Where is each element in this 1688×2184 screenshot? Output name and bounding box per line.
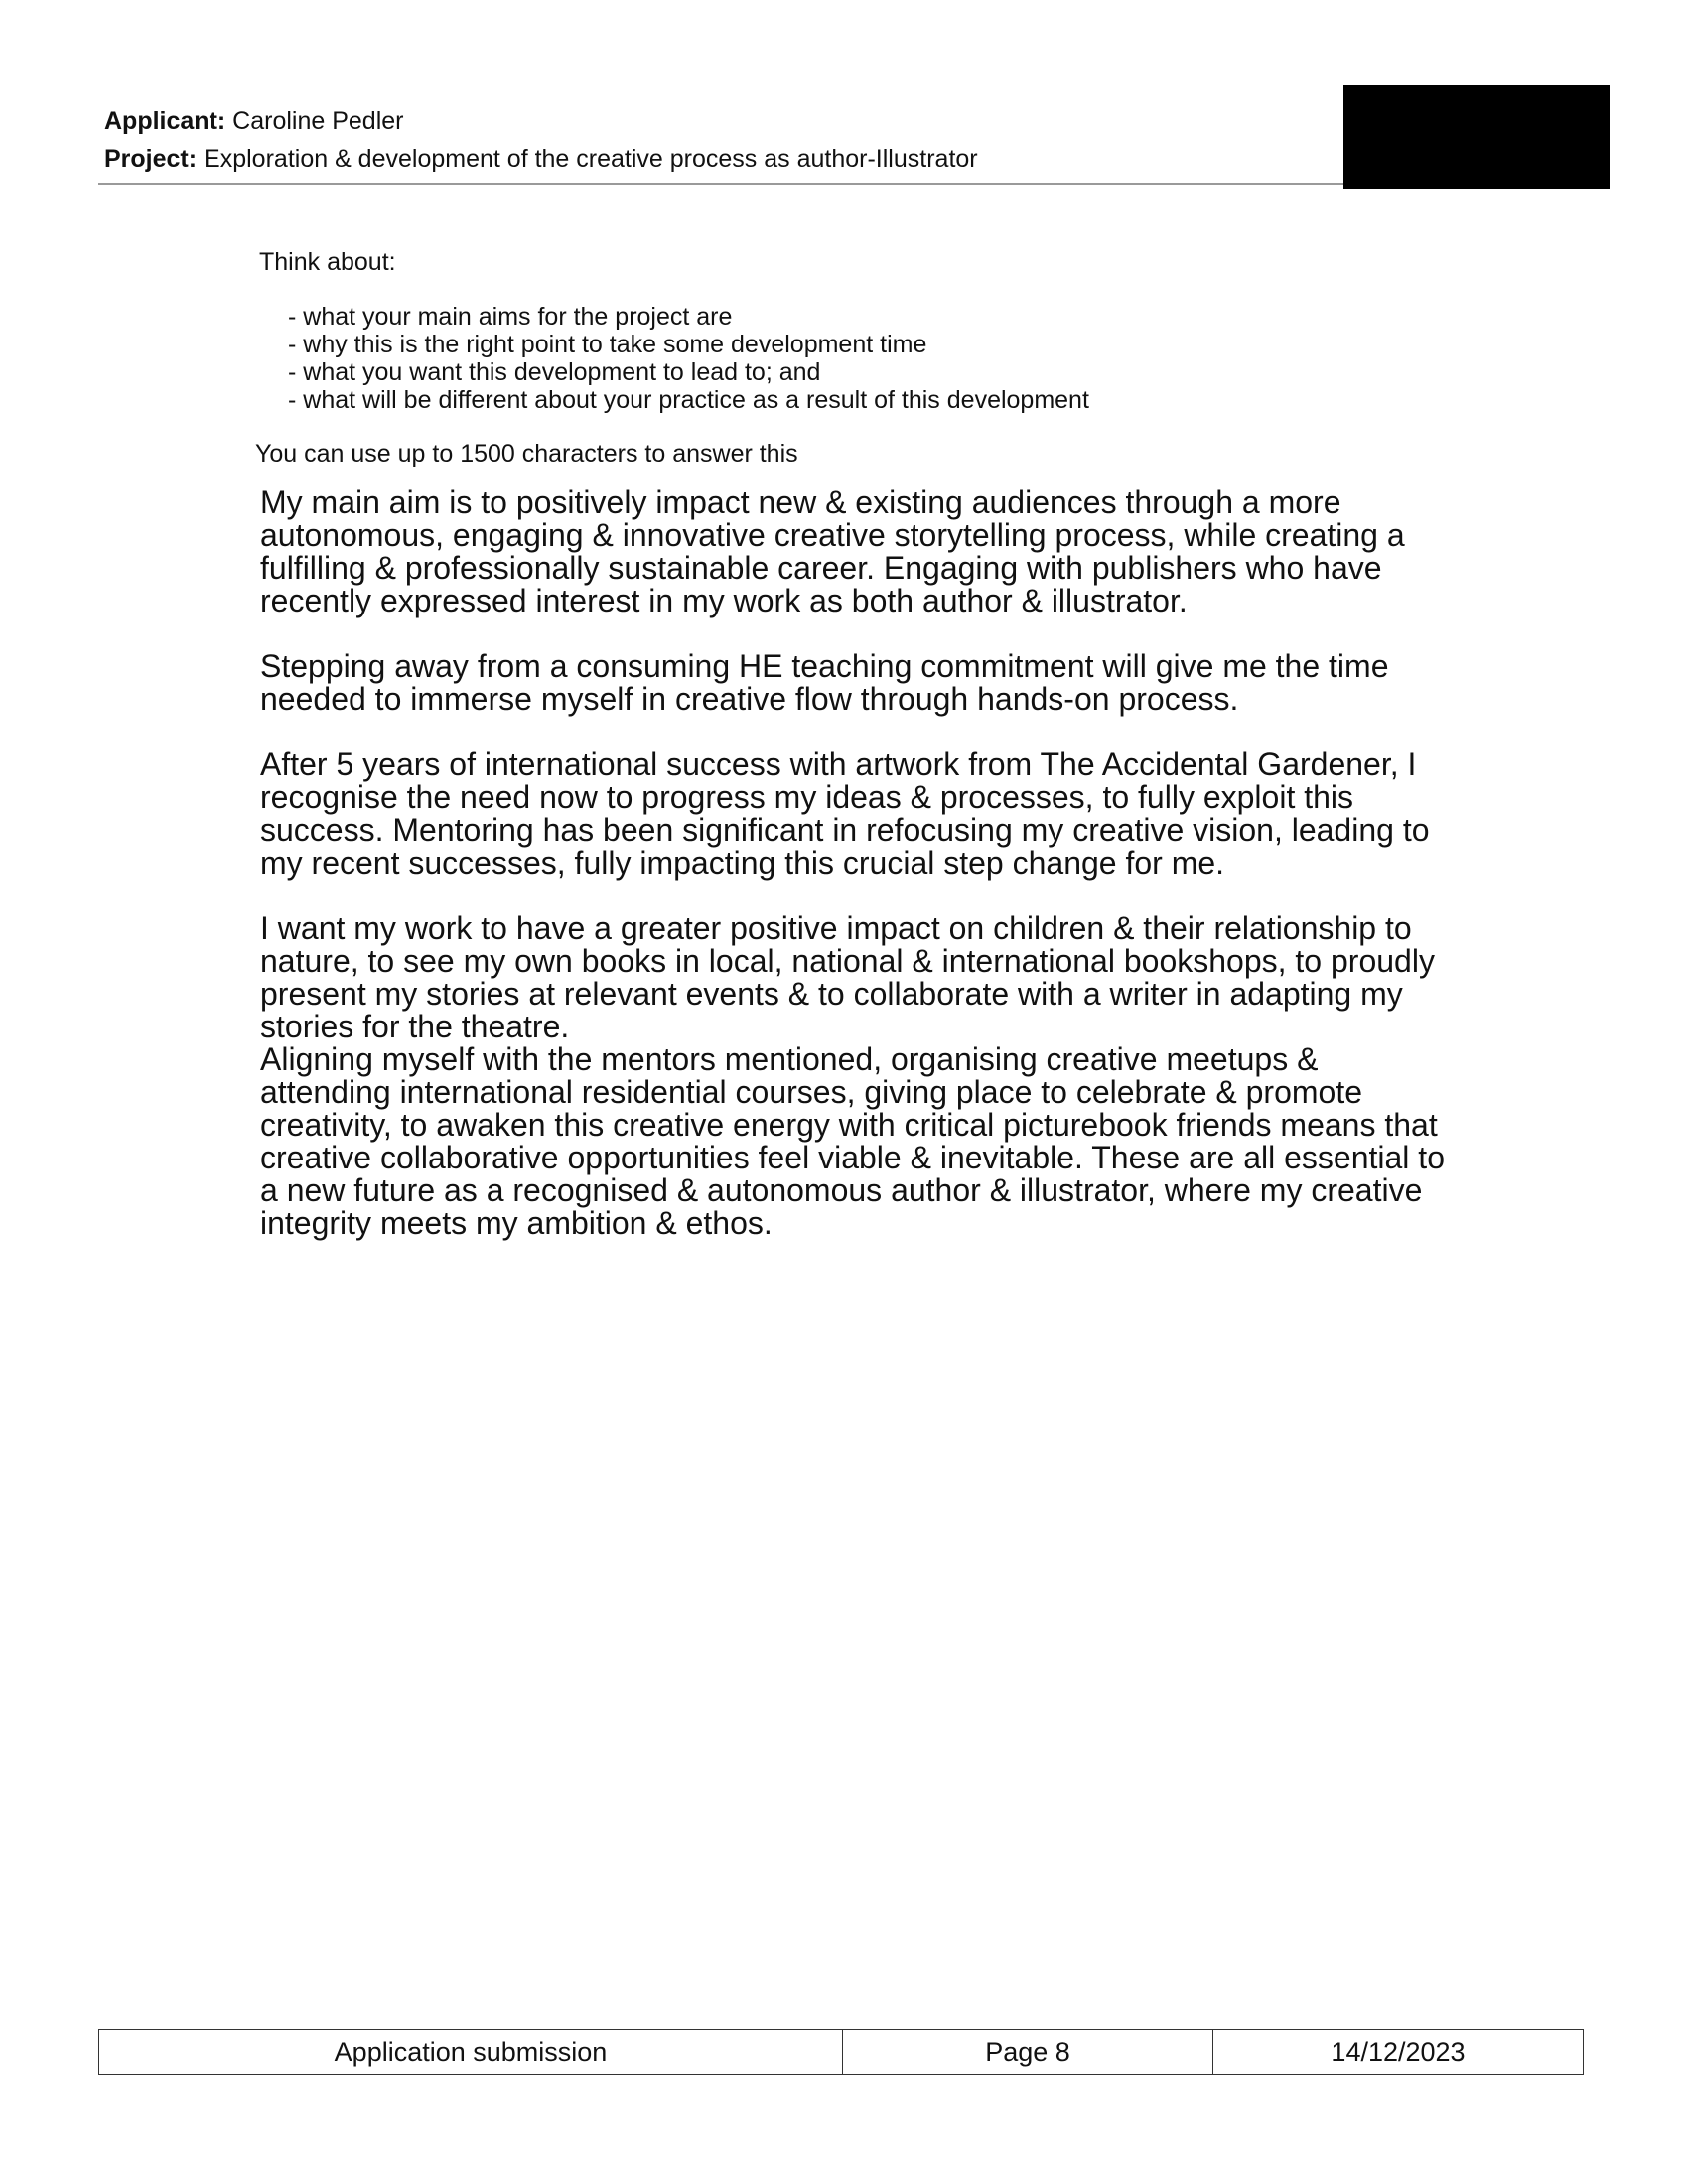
character-limit-note: You can use up to 1500 characters to answer this	[255, 440, 798, 468]
document-header	[104, 102, 1345, 178]
project-label: Project:	[104, 145, 198, 173]
answer-text	[260, 486, 1452, 1273]
applicant-name: Caroline Pedler	[232, 107, 404, 135]
applicant-line	[104, 102, 1345, 140]
redaction-box	[1343, 85, 1610, 189]
prompt-item: - what your main aims for the project are	[288, 303, 733, 331]
prompt-item: - what will be different about your practice as a result of this development	[288, 386, 1089, 414]
answer-paragraph: After 5 years of international success with artwork from The Accidental Gardener, I recognise the need now to progress my ideas & processes, to fully exploit this success. Mentoring has been significant in refocusing my creative vision, leading to my recent successes, fully impacting this crucial step change for me.	[260, 747, 1430, 881]
answer-paragraph: Stepping away from a consuming HE teaching commitment will give me the time needed to immerse myself in creative flow through hands-on process.	[260, 648, 1389, 717]
answer-paragraph: I want my work to have a greater positive impact on children & their relationship to nature, to see my own books in local, national & international bookshops, to proudly present my stories at relevant events & to collaborate with a writer in adapting my stories for the theatre.	[260, 910, 1435, 1044]
question-intro: Think about:	[259, 248, 396, 276]
footer-date: 14/12/2023	[1331, 2036, 1466, 2067]
prompt-item: - what you want this development to lead to; and	[288, 358, 821, 386]
answer-paragraph: Aligning myself with the mentors mentioned, organising creative meetups & attending international residential courses, giving place to celebrate & promote creativity, to awaken this creative energy with critical picturebook friends means that creative collaborative opportunities feel viable & inevitable. These are all essential to a new future as a recognised & autonomous author & illustrator, where my creative integrity meets my ambition & ethos.	[260, 1041, 1445, 1241]
footer-label: Application submission	[99, 2030, 843, 2074]
project-title: Exploration & development of the creative process as author-Illustrator	[204, 145, 978, 173]
project-line	[104, 140, 1345, 178]
question-prompts	[288, 303, 1089, 414]
footer-page-number: Page 8	[843, 2030, 1213, 2074]
page-footer	[98, 2029, 1584, 2075]
applicant-label: Applicant:	[104, 107, 226, 135]
header-divider	[98, 183, 1343, 185]
prompt-item: - why this is the right point to take some development time	[288, 331, 927, 358]
answer-paragraph: My main aim is to positively impact new & existing audiences through a more autonomous, engaging & innovative creative storytelling process, while creating a fulfilling & professionally sustainable career. Engaging with publishers who have recently expressed interest in my work as both author & illustrator.	[260, 484, 1405, 618]
